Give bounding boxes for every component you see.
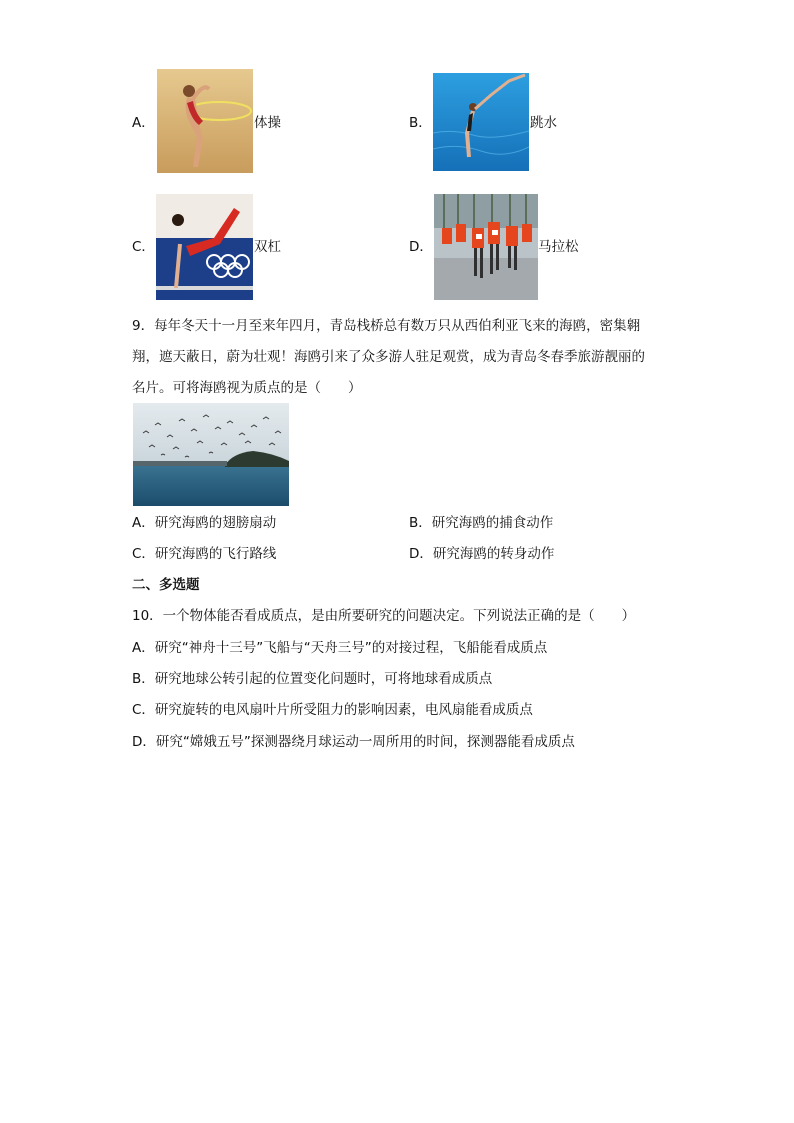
- q9-option-c[interactable]: C．研究海鸥的飞行路线: [132, 546, 277, 562]
- diver-in-air-photo: [433, 73, 529, 171]
- option-caption: 马拉松: [538, 239, 579, 255]
- option-letter: B．: [409, 115, 432, 131]
- q10-option-c[interactable]: C．研究旋转的电风扇叶片所受阻力的影响因素，电风扇能看成质点: [132, 702, 533, 718]
- option-letter: D．: [409, 239, 433, 255]
- parallel-bars-gymnast-photo: [156, 194, 253, 300]
- marathon-runners-photo: [434, 194, 538, 300]
- q9-option-d[interactable]: D．研究海鸥的转身动作: [409, 546, 555, 562]
- seagulls-over-sea-photo: [133, 403, 289, 506]
- q9-option-a[interactable]: A．研究海鸥的翅膀扇动: [132, 515, 277, 531]
- option-letter: C．: [132, 239, 155, 255]
- option-letter: A．: [132, 115, 155, 131]
- option-caption: 双杠: [254, 239, 281, 255]
- section-title: 二、多选题: [132, 577, 200, 593]
- q9-stem-line-1: 9．每年冬天十一月至来年四月，青岛栈桥总有数万只从西伯利亚飞来的海鸥，密集翱: [132, 318, 641, 334]
- gymnast-with-hoop-photo: [157, 69, 253, 173]
- q10-option-a[interactable]: A．研究“神舟十三号”飞船与“天舟三号”的对接过程，飞船能看成质点: [132, 640, 548, 656]
- q10-option-d[interactable]: D．研究“嫦娥五号”探测器绕月球运动一周所用的时间，探测器能看成质点: [132, 734, 575, 750]
- option-caption: 跳水: [530, 115, 557, 131]
- q9-stem-line-2: 翔，遮天蔽日，蔚为壮观！海鸥引来了众多游人驻足观赏，成为青岛冬春季旅游靓丽的: [132, 349, 645, 365]
- q9-stem-line-3: 名片。可将海鸥视为质点的是（ ）: [132, 380, 362, 396]
- q10-stem: 10．一个物体能否看成质点，是由所要研究的问题决定。下列说法正确的是（ ）: [132, 608, 636, 624]
- q10-option-b[interactable]: B．研究地球公转引起的位置变化问题时，可将地球看成质点: [132, 671, 493, 687]
- option-caption: 体操: [254, 115, 281, 131]
- q9-option-b[interactable]: B．研究海鸥的捕食动作: [409, 515, 554, 531]
